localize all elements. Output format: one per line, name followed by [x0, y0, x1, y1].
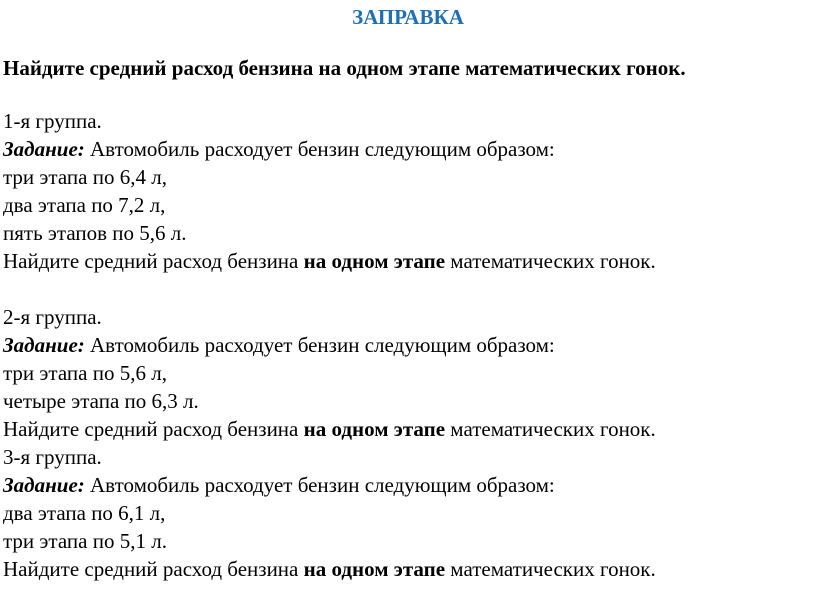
task-text: Автомобиль расходует бензин следующим образом: — [84, 473, 555, 497]
question-text: математических гонок. — [445, 557, 656, 581]
task-label: Задание: — [3, 137, 85, 161]
task-label: Задание: — [3, 333, 85, 357]
group-2-name: 2-я группа. — [3, 305, 102, 329]
group-1-task — [3, 135, 555, 163]
main-heading: Найдите средний расход бензина на одном этапе математических гонок. — [3, 56, 686, 80]
group-2-item: три этапа по 5,6 л, — [3, 361, 167, 385]
group-2-task — [3, 331, 555, 359]
question-emphasis: на одном этапе — [303, 557, 446, 581]
page-title: ЗАПРАВКА — [352, 5, 464, 29]
question-text: математических гонок. — [445, 417, 656, 441]
question-text: Найдите средний расход бензина — [3, 417, 304, 441]
group-3-name: 3-я группа. — [3, 445, 102, 469]
group-1-item: пять этапов по 5,6 л. — [3, 221, 187, 245]
question-text: математических гонок. — [445, 249, 656, 273]
task-label: Задание: — [3, 473, 85, 497]
group-1-name: 1-я группа. — [3, 109, 102, 133]
question-text: Найдите средний расход бензина — [3, 557, 304, 581]
question-text: Найдите средний расход бензина — [3, 249, 304, 273]
task-text: Автомобиль расходует бензин следующим образом: — [84, 333, 555, 357]
group-2-question — [3, 415, 656, 443]
question-emphasis: на одном этапе — [303, 417, 446, 441]
question-emphasis: на одном этапе — [303, 249, 446, 273]
group-1-item: два этапа по 7,2 л, — [3, 193, 166, 217]
group-2-item: четыре этапа по 6,3 л. — [3, 389, 199, 413]
group-3-item: два этапа по 6,1 л, — [3, 501, 166, 525]
group-3-task — [3, 471, 555, 499]
group-1-item: три этапа по 6,4 л, — [3, 165, 167, 189]
task-text: Автомобиль расходует бензин следующим образом: — [84, 137, 555, 161]
group-3-question — [3, 555, 656, 583]
group-1-question — [3, 247, 656, 275]
group-3-item: три этапа по 5,1 л. — [3, 529, 167, 553]
